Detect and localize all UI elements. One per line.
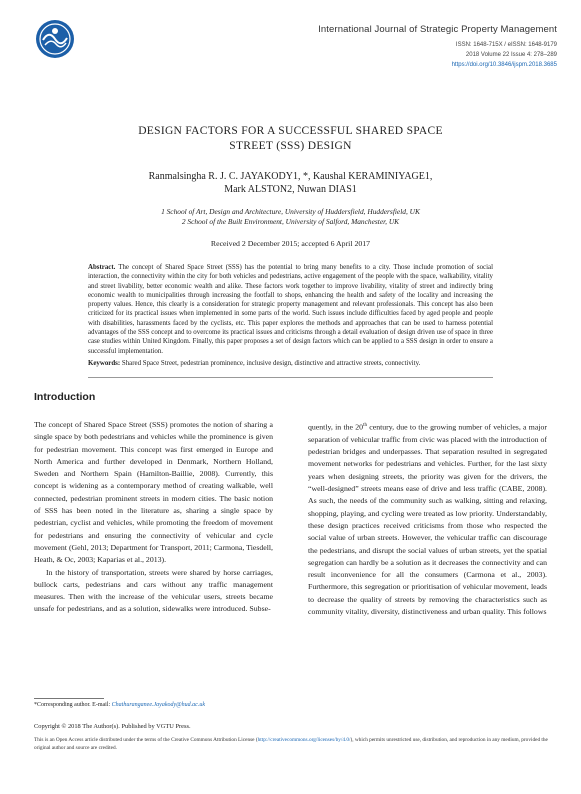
article-title	[60, 124, 521, 154]
affiliation: 1 School of Art, Design and Architecture, University of Huddersfield, Huddersfield, UK	[161, 207, 420, 216]
received-dates: Received 2 December 2015; accepted 6 April 2017	[210, 239, 371, 248]
issn: ISSN: 1648-715X / eISSN: 1648-9179	[455, 42, 557, 48]
abstract	[88, 263, 493, 356]
abstract-label: Abstract.	[88, 264, 116, 271]
corresp-label: *Corresponding author. E-mail:	[34, 702, 112, 708]
text-run: century, due to the growing number of vehicles, a major separation of vehicular traffic from civic was placed with the introduction of pedestrian bridges and underpasses. That separation resulted in segregated movement networks for pedestrians and vehicles. Further, for the last sixty years when designing streets, the priority was given for the drivers, the “well-designed” streets means ease of drive and less traffic (CABE, 2008). As such, the needs of the community such as walking, sitting and relaxing, shopping, playing, and cycling were treated as low priority. Understandably, these design practices received criticisms from those who respected the social value of urban streets. However, the vehicular traffic can discourage the pedestrians, and disrupt the social values of urban streets, yet the spatial segregation can hardly be a solution as it decreases the connectivity and can result inconvenience for all the consumers (Carmona et al., 2003). Furthermore, this segregation or prioritisation of vehicular movement, leads to decrease the quality of streets by removing the characteristics such as community vitality, diversity, distinctiveness and urban quality. This follows	[308, 422, 547, 617]
journal-title: International Journal of Strategic Property Management	[318, 24, 557, 35]
doi-link[interactable]: https://doi.org/10.3846/ijspm.2018.3685	[451, 62, 557, 68]
license-link[interactable]: http://creativecommons.org/licenses/by/4.0/	[257, 737, 351, 743]
keywords-label: Keywords:	[88, 359, 121, 367]
affiliations	[60, 207, 521, 227]
paragraph: The concept of Shared Space Street (SSS) promotes the notion of sharing a single space by both pedestrians and vehicles while the prominence is given for pedestrian movement. This concept was first emerged in Europe and North America and further developed in Denmark, Northern Holland, Sweden and Northern Spain (Hamilton-Baillie, 2008). Currently, this concept is widening as a contemporary method of creating walkable, well connected, pedestrian prominent streets in modern cities. The basic notion of SSS has been noted in the literature as, sharing a single space by pedestrian, cyclist and vehicles, while promoting the freedom of movement for pedestrians and ensuring the connectivity of vehicular and cycle movement (Gehl, 2013; Department for Transport, 2011; Carmona, Tiesdell, Heath, & Oc, 2003; Kaparias et al., 2013).	[34, 420, 273, 565]
title-line: STREET (SSS) DESIGN	[229, 140, 352, 152]
email-link[interactable]: Chathuranganee.Jayakody@hud.ac.uk	[111, 702, 205, 708]
keywords	[88, 359, 493, 368]
journal-header	[318, 24, 557, 70]
abstract-divider	[88, 377, 493, 378]
authors	[60, 170, 521, 196]
section-heading: Introduction	[34, 391, 96, 403]
left-column	[34, 419, 273, 616]
right-column	[308, 420, 547, 618]
authors-line: Mark ALSTON2, Nuwan DIAS1	[224, 184, 357, 195]
keywords-text: Shared Space Street, pedestrian prominence, inclusive design, distinctive and attractive streets, connectivity.	[120, 359, 421, 367]
abstract-section	[88, 263, 493, 368]
license-text	[34, 736, 549, 752]
footnote-divider	[34, 698, 104, 699]
superscript: th	[363, 423, 367, 428]
paragraph: In the history of transportation, streets were shared by horse carriages, bullock carts, pedestrians and cars without any traffic management measures. Then with the increase of the vehicular users, streets became unsafe for pedestrians, and as a solution, sidewalks were introduced. Subse-	[34, 567, 273, 614]
volume-issue: 2018 Volume 22 Issue 4: 278–289	[465, 52, 557, 58]
abstract-text: The concept of Shared Space Street (SSS) has the potential to bring many benefits to a city. Those include promotion of social interaction, the connectivity within the city for both vehicles and pedestrians, active engagement of the people with the space, walkability, vitality and street livability, better economic wealth and alike. These factors work together to improve livability, vitality of street and indirectly bring economic wealth to municipalities through increasing the footfall to shops, enhancing the health and safety of the locality and increasing the property values. Hence, this clearly is a consideration for strategic property management and relevant professionals. This concept has also been criticized for its practical issues when implemented in some parts of the world. Such issues include difficulties faced by aged people and people with disabilities, harassments faced by the cyclists, etc. This paper explores the methods and approaches that can be used to harness potential advantages of the SSS concept and to overcome its practical issues and criticisms through a detail evaluation of design driven use of space in three case studies within United Kingdom. Finally, this paper proposes a set of design factors which can be applied to a SSS design in order to ensure a successful implementation.	[88, 264, 493, 355]
journal-logo-icon	[34, 18, 76, 60]
paragraph	[308, 420, 547, 618]
copyright: Copyright © 2018 The Author(s). Published by VGTU Press.	[34, 723, 191, 730]
title-line: DESIGN FACTORS FOR A SUCCESSFUL SHARED SPACE	[138, 125, 443, 137]
license-part: This is an Open Access article distributed under the terms of the Creative Commons Attribution License (	[34, 737, 258, 743]
license-part: ), which permits unrestricted use, distribution, and reproduction in any medium, provided the original author and source are credited.	[34, 737, 548, 751]
authors-line: Ranmalsingha R. J. C. JAYAKODY1, *, Kaushal KERAMINIYAGE1,	[148, 171, 433, 182]
text-run: quently, in the 20	[308, 422, 364, 432]
affiliation: 2 School of the Built Environment, University of Salford, Manchester, UK	[181, 217, 400, 226]
corresponding-author	[34, 702, 205, 708]
